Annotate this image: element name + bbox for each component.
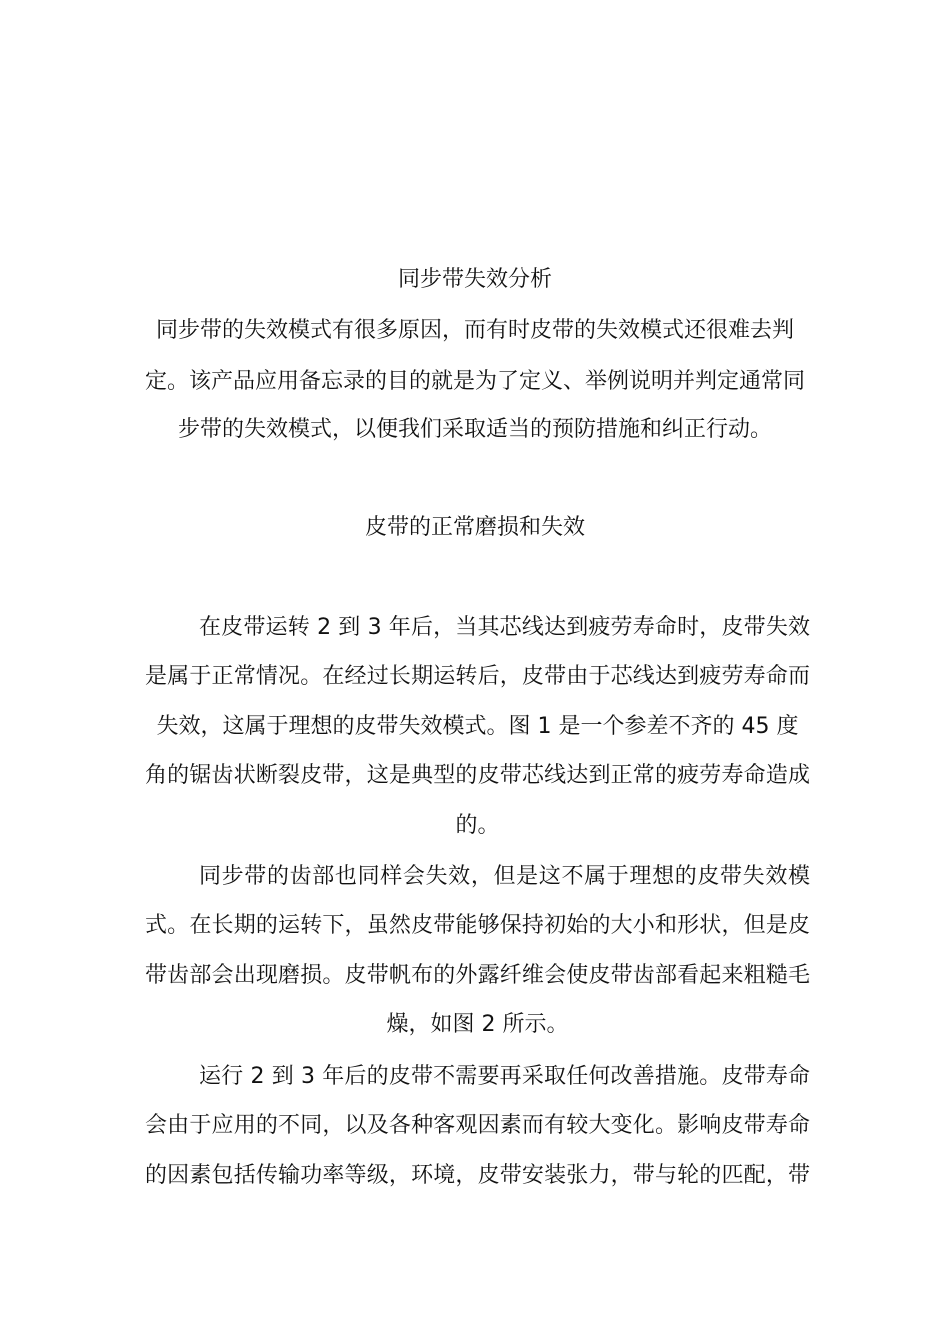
paragraph-line: 带齿部会出现磨损。皮带帆布的外露纤维会使皮带齿部看起来粗糙毛 [145,962,810,988]
paragraph-line: 式。在长期的运转下，虽然皮带能够保持初始的大小和形状，但是皮 [145,913,810,939]
paragraph-3 [145,1052,810,1200]
paragraph-line: 同步带的齿部也同样会失效，但是这不属于理想的皮带失效模 [199,864,810,889]
paragraph-line: 角的锯齿状断裂皮带，这是典型的皮带芯线达到正常的疲劳寿命造成 [145,763,810,789]
paragraph-line: 的。 [455,812,500,838]
document-title: 同步带失效分析 [397,267,552,292]
intro-line-3: 步带的失效模式，以便我们采取适当的预防措施和纠正行动。 [177,417,772,442]
paragraph-line: 是属于正常情况。在经过长期运转后，皮带由于芯线达到疲劳寿命而 [145,664,810,690]
paragraph-line: 会由于应用的不同，以及各种客观因素而有较大变化。影响皮带寿命 [145,1113,810,1139]
paragraph-line: 燥，如图 2 所示。 [386,1012,569,1038]
paragraph-1 [145,603,810,850]
paragraph-line: 运行 2 到 3 年后的皮带不需要再采取任何改善措施。皮带寿命 [199,1064,810,1089]
intro-line-1: 同步带的失效模式有很多原因，而有时皮带的失效模式还很难去判 [155,318,794,343]
paragraph-line: 失效，这属于理想的皮带失效模式。图 1 是一个参差不齐的 45 度 [156,713,799,739]
paragraph-line: 在皮带运转 2 到 3 年后，当其芯线达到疲劳寿命时，皮带失效 [199,615,810,640]
intro-line-2: 定。该产品应用备忘录的目的就是为了定义、举例说明并判定通常同 [144,369,805,394]
paragraph-2 [145,852,810,1050]
paragraph-line: 的因素包括传输功率等级，环境，皮带安装张力，带与轮的匹配，带 [145,1162,810,1188]
section-heading: 皮带的正常磨损和失效 [364,515,585,540]
